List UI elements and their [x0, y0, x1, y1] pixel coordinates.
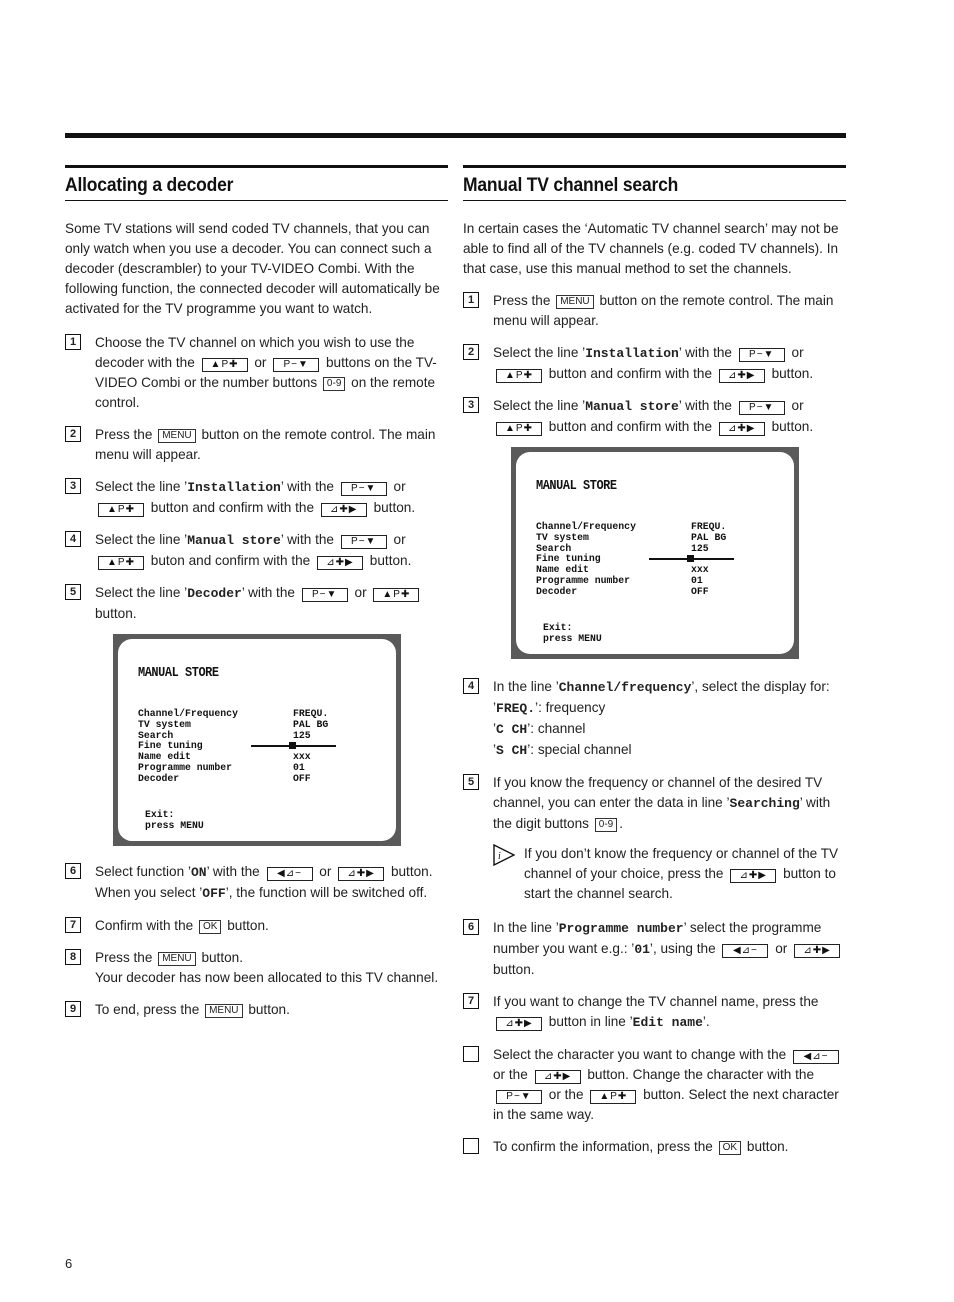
tv-screen-manual-store — [511, 447, 799, 659]
step-number: 9 — [65, 1001, 81, 1017]
p-down-button-icon: P−▼ — [341, 535, 387, 549]
step-number: 1 — [65, 334, 81, 350]
option-code: S CH — [496, 743, 528, 758]
page-number: 6 — [65, 1256, 73, 1271]
menu-line-code: Installation — [187, 480, 281, 495]
step-number: 6 — [65, 863, 81, 879]
step-5: 5 Select the line ’Decoder’ with the P−▼ or ▲P✚ button. — [65, 583, 448, 624]
menu-key-icon: MENU — [205, 1004, 242, 1018]
screen-row: Search 125 — [536, 542, 709, 554]
vol-down-button-icon: ◀⊿− — [722, 944, 768, 958]
p-up-button-icon: ▲P✚ — [590, 1090, 636, 1104]
step-6: 6 In the line ’Programme number’ select the programme number you want e.g.: ’01’, using the ◀⊿− or ⊿✚▶ button. — [463, 918, 846, 980]
screen-row: TV system PAL BG — [536, 531, 727, 543]
screen-row: Decoder OFF — [536, 585, 709, 597]
step-2: 2 Press the MENU button on the remote control. The main menu will appear. — [65, 425, 448, 465]
ok-key-icon: OK — [199, 920, 221, 934]
step-select-character: Select the character you want to change with the ◀⊿− or the ⊿✚▶ button. Change the character with the P−▼ or the ▲P✚ button. Select the next character in the same way. — [463, 1045, 846, 1125]
p-down-button-icon: P−▼ — [739, 348, 785, 362]
step-3: 3 Select the line ’Installation’ with the P−▼ or ▲P✚ button and confirm with the ⊿✚▶ button. — [65, 477, 448, 518]
step-number: 2 — [65, 426, 81, 442]
screen-exit-hint: Exit: press MENU — [145, 809, 204, 831]
screen-row: Channel/Frequency FREQU. — [536, 521, 727, 532]
vol-up-button-icon: ⊿✚▶ — [794, 944, 840, 958]
section-heading-decoder — [65, 165, 448, 201]
p-up-button-icon: ▲P✚ — [373, 588, 419, 602]
screen-row: Channel/Frequency FREQU. — [138, 708, 329, 719]
screen-row: Programme number 01 — [536, 574, 703, 586]
step-9: 9 To end, press the MENU button. — [65, 1000, 448, 1020]
vol-up-button-icon: ⊿✚▶ — [338, 867, 384, 881]
step-confirm: To confirm the information, press the OK button. — [463, 1137, 846, 1157]
vol-up-button-icon: ⊿✚▶ — [719, 422, 765, 436]
menu-line-code: Manual store — [187, 533, 281, 548]
menu-line-code: ON — [190, 865, 207, 880]
top-rule — [65, 133, 846, 138]
vol-up-button-icon: ⊿✚▶ — [535, 1070, 581, 1084]
screen-row: Name edit xxx — [536, 564, 709, 576]
menu-line-code: Searching — [729, 796, 800, 811]
step-number: 3 — [65, 478, 81, 494]
vol-up-button-icon: ⊿✚▶ — [719, 369, 765, 383]
step-checkbox — [463, 1138, 479, 1154]
vol-up-button-icon: ⊿✚▶ — [317, 556, 363, 570]
menu-line-code: OFF — [202, 886, 226, 901]
fine-tuning-slider — [251, 745, 336, 747]
step-7: 7 If you want to change the TV channel name, press the ⊿✚▶ button in line ’Edit name’. — [463, 992, 846, 1033]
step-number: 5 — [65, 584, 81, 600]
p-down-button-icon: P−▼ — [302, 588, 348, 602]
screen-row: Fine tuning — [536, 554, 774, 565]
step-4: 4 In the line ’Channel/frequency’, select the display for: ’FREQ.’: frequency ’C CH’: channel ’S CH’: special channel — [463, 677, 846, 761]
p-up-button-icon: ▲P✚ — [496, 422, 542, 436]
step-6: 6 Select function ’ON’ with the ◀⊿− or ⊿✚▶ button. When you select ’OFF’, the function will be switched off. — [65, 862, 448, 904]
slider-knob — [289, 742, 296, 749]
step-4: 4 Select the line ’Manual store’ with the P−▼ or ▲P✚ buton and confirm with the ⊿✚▶ button. — [65, 530, 448, 571]
option-code: C CH — [496, 722, 528, 737]
step-number: 6 — [463, 919, 479, 935]
vol-up-button-icon: ⊿✚▶ — [730, 869, 776, 883]
info-icon — [493, 844, 515, 866]
vol-down-button-icon: ◀⊿− — [793, 1050, 839, 1064]
step-5: 5 If you know the frequency or channel of the desired TV channel, you can enter the data in line ’Searching’ with the digit buttons 0-9 . — [463, 773, 846, 834]
p-up-button-icon: ▲P✚ — [98, 556, 144, 570]
left-column — [65, 165, 448, 1020]
p-up-button-icon: ▲P✚ — [496, 369, 542, 383]
step-number: 3 — [463, 397, 479, 413]
right-column — [463, 165, 846, 1157]
step-number: 4 — [65, 531, 81, 547]
digits-key-icon: 0-9 — [595, 818, 617, 832]
screen-title: MANUAL STORE — [138, 665, 219, 681]
step-1: 1 Press the MENU button on the remote control. The main menu will appear. — [463, 291, 846, 331]
step-number: 7 — [65, 917, 81, 933]
screen-row: Fine tuning — [138, 741, 376, 752]
step-8: 8 Press the MENU button. Your decoder has now been allocated to this TV channel. — [65, 948, 448, 988]
menu-line-code: Manual store — [585, 399, 679, 414]
menu-line-code: Channel/frequency — [558, 680, 692, 695]
step-number: 2 — [463, 344, 479, 360]
screen-row: Name edit xxx — [138, 751, 311, 763]
step-number: 8 — [65, 949, 81, 965]
menu-key-icon: MENU — [158, 952, 195, 966]
p-up-button-icon: ▲P✚ — [202, 358, 248, 372]
vol-down-button-icon: ◀⊿− — [267, 867, 313, 881]
step-2: 2 Select the line ’Installation’ with the P−▼ or ▲P✚ button and confirm with the ⊿✚▶ button. — [463, 343, 846, 384]
p-down-button-icon: P−▼ — [273, 358, 319, 372]
menu-line-code: Decoder — [187, 586, 242, 601]
digits-key-icon: 0-9 — [323, 377, 345, 391]
screen-row: Programme number 01 — [138, 761, 305, 773]
menu-key-icon: MENU — [556, 295, 593, 309]
step-number: 1 — [463, 292, 479, 308]
screen-row: TV system PAL BG — [138, 718, 329, 730]
menu-line-code: Installation — [585, 346, 679, 361]
screen-row: Decoder OFF — [138, 772, 311, 784]
section-title: Manual TV channel search — [463, 175, 679, 196]
step-7: 7 Confirm with the OK button. — [65, 916, 448, 936]
screen-exit-hint: Exit: press MENU — [543, 622, 602, 644]
vol-up-button-icon: ⊿✚▶ — [496, 1017, 542, 1031]
menu-key-icon: MENU — [158, 429, 195, 443]
fine-tuning-slider — [649, 558, 734, 560]
step-3: 3 Select the line ’Manual store’ with the P−▼ or ▲P✚ button and confirm with the ⊿✚▶ button. — [463, 396, 846, 437]
screen-title: MANUAL STORE — [536, 478, 617, 494]
menu-line-code: Edit name — [632, 1015, 703, 1030]
p-down-button-icon: P−▼ — [341, 482, 387, 496]
step-checkbox — [463, 1046, 479, 1062]
slider-knob — [687, 555, 694, 562]
info-note: i If you don’t know the frequency or channel of the TV channel of your choice, press the ⊿✚▶ button to start the channel search. — [463, 844, 846, 904]
step-number: 7 — [463, 993, 479, 1009]
screen-row: Search 125 — [138, 729, 311, 741]
p-down-button-icon: P−▼ — [496, 1090, 542, 1104]
p-up-button-icon: ▲P✚ — [98, 503, 144, 517]
intro-paragraph: In certain cases the ‘Automatic TV channel search’ may not be able to find all of the TV channels (e.g. coded TV channels). In that case, use this manual method to set the channels. — [463, 221, 839, 276]
step-number: 5 — [463, 774, 479, 790]
step-number: 4 — [463, 678, 479, 694]
vol-up-button-icon: ⊿✚▶ — [321, 503, 367, 517]
section-title: Allocating a decoder — [65, 175, 234, 196]
menu-line-code: Programme number — [558, 921, 684, 936]
tv-screen-manual-store — [113, 634, 401, 846]
menu-line-code: 01 — [634, 942, 650, 957]
p-down-button-icon: P−▼ — [739, 401, 785, 415]
step-1: 1 Choose the TV channel on which you wish to use the decoder with the ▲P✚ or P−▼ buttons on the TV-VIDEO Combi or the number buttons 0-9 on the remote control. — [65, 333, 448, 413]
option-code: FREQ. — [496, 701, 536, 716]
intro-paragraph: Some TV stations will send coded TV channels, that you can only watch when you use a decoder. You can connect such a decoder (descrambler) to your TV-VIDEO Combi. With the following function, the connected decoder will automatically be activated for the TV programme you want to watch. — [65, 221, 440, 316]
ok-key-icon: OK — [719, 1141, 741, 1155]
svg-text:i: i — [498, 851, 501, 862]
section-heading-manual-search — [463, 165, 846, 201]
